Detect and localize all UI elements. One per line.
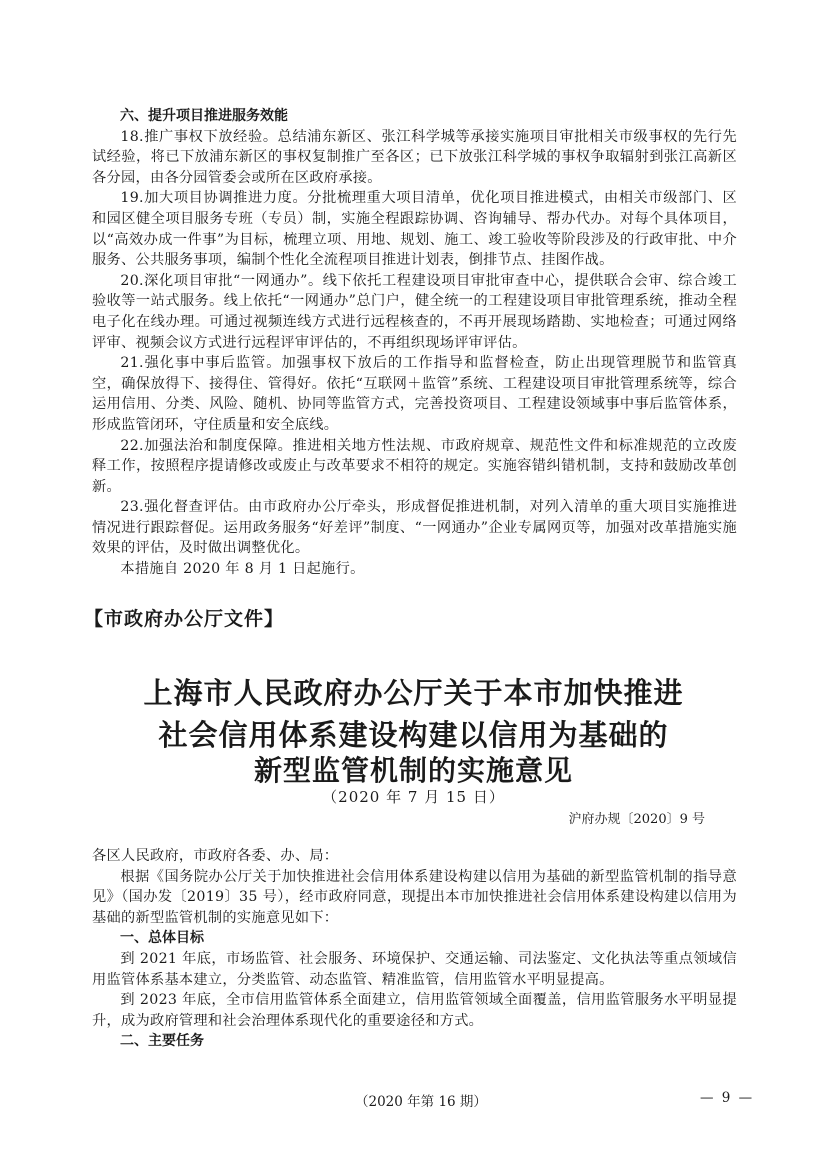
paragraph-21: 21.强化事中事后监管。加强事权下放后的工作指导和监督检查，防止出现管理脱节和监管真空，确保放得下、接得住、管得好。依托“互联网＋监管”系统、工程建设项目审批管理系统等，综合运用信用、分类、风险、随机、协同等监管方式，完善投资项目、工程建设领域事中事后监管体系，形成监管闭环，守住质量和安全底线。 <box>92 355 737 433</box>
section-six <box>92 106 737 580</box>
section-tag: 【市政府办公厅文件】 <box>84 608 285 630</box>
section-one-heading: 一、总体目标 <box>120 930 204 947</box>
document-date: （2020 年 7 月 15 日） <box>322 788 505 806</box>
goal-2021: 到 2021 年底，市场监管、社会服务、环境保护、交通运输、司法鉴定、文化执法等重点领域信用监管体系基本建立，分类监管、动态监管、精准监管，信用监管水平明显提高。 <box>92 950 737 988</box>
section-two-heading: 二、主要任务 <box>120 1033 204 1050</box>
salutation: 各区人民政府，市政府各委、办、局： <box>92 848 339 864</box>
document-title-line-1: 上海市人民政府办公厅关于本市加快推进 <box>143 676 684 710</box>
document-title-line-3: 新型监管机制的实施意见 <box>253 754 573 787</box>
footer-issue: （2020 年第 16 期） <box>355 1094 487 1110</box>
paragraph-20: 20.深化项目审批“一网通办”。线下依托工程建设项目审批审查中心，提供联合会审、综合竣工验收等一站式服务。线上依托“一网通办”总门户，健全统一的工程建设项目审批管理系统，推动全程电子化在线办理。可通过视频连线方式进行远程核查的，不再开展现场踏勘、实地检查；可通过网络评审、视频会议方式进行远程评审评估的，不再组织现场评审评估。 <box>92 272 737 351</box>
document-number: 沪府办规〔2020〕9 号 <box>568 812 705 827</box>
paragraph-23: 23.强化督查评估。由市政府办公厅牵头，形成督促推进机制，对列入清单的重大项目实施推进情况进行跟踪督促。运用政务服务“好差评”制度、“一网通办”企业专属网页等，加强对改革措施实施效果的评估，及时做出调整优化。 <box>92 499 737 557</box>
page-number: — 9 — <box>700 1090 755 1106</box>
effective-date-note: 本措施自 2020 年 8 月 1 日起施行。 <box>120 561 365 578</box>
document-title-line-2: 社会信用体系建设构建以信用为基础的 <box>158 718 669 752</box>
section-heading: 六、提升项目推进服务效能 <box>120 108 288 124</box>
document-body <box>92 846 737 1052</box>
paragraph-22: 22.加强法治和制度保障。推进相关地方性法规、市政府规章、规范性文件和标准规范的立改废释工作，按照程序提请修改或废止与改革要求不相符的规定。实施容错纠错机制，支持和鼓励改革创新。 <box>92 437 737 495</box>
paragraph-19: 19.加大项目协调推进力度。分批梳理重大项目清单，优化项目推进模式，由相关市级部门、区和园区健全项目服务专班（专员）制，实施全程跟踪协调、咨询辅导、帮办代办。对每个具体项目，以“高效办成一件事”为目标，梳理立项、用地、规划、施工、竣工验收等阶段涉及的行政审批、中介服务、公共服务事项，编制个性化全流程项目推进计划表，倒排节点、挂图作战。 <box>92 190 737 269</box>
paragraph-18: 18.推广事权下放经验。总结浦东新区、张江科学城等承接实施项目审批相关市级事权的先行先试经验，将已下放浦东新区的事权复制推广至各区；已下放张江科学城的事权争取辐射到张江高新区各分园，由各分园管委会或所在区政府承接。 <box>92 128 737 186</box>
intro-paragraph: 根据《国务院办公厅关于加快推进社会信用体系建设构建以信用为基础的新型监管机制的指导意见》（国办发〔2019〕35 号），经市政府同意，现提出本市加快推进社会信用体系建设构建以信用为基础的新型监管机制的实施意见如下： <box>92 868 737 926</box>
goal-2023: 到 2023 年底，全市信用监管体系全面建立，信用监管领域全面覆盖，信用监管服务水平明显提升，成为政府管理和社会治理体系现代化的重要途径和方式。 <box>92 992 737 1029</box>
